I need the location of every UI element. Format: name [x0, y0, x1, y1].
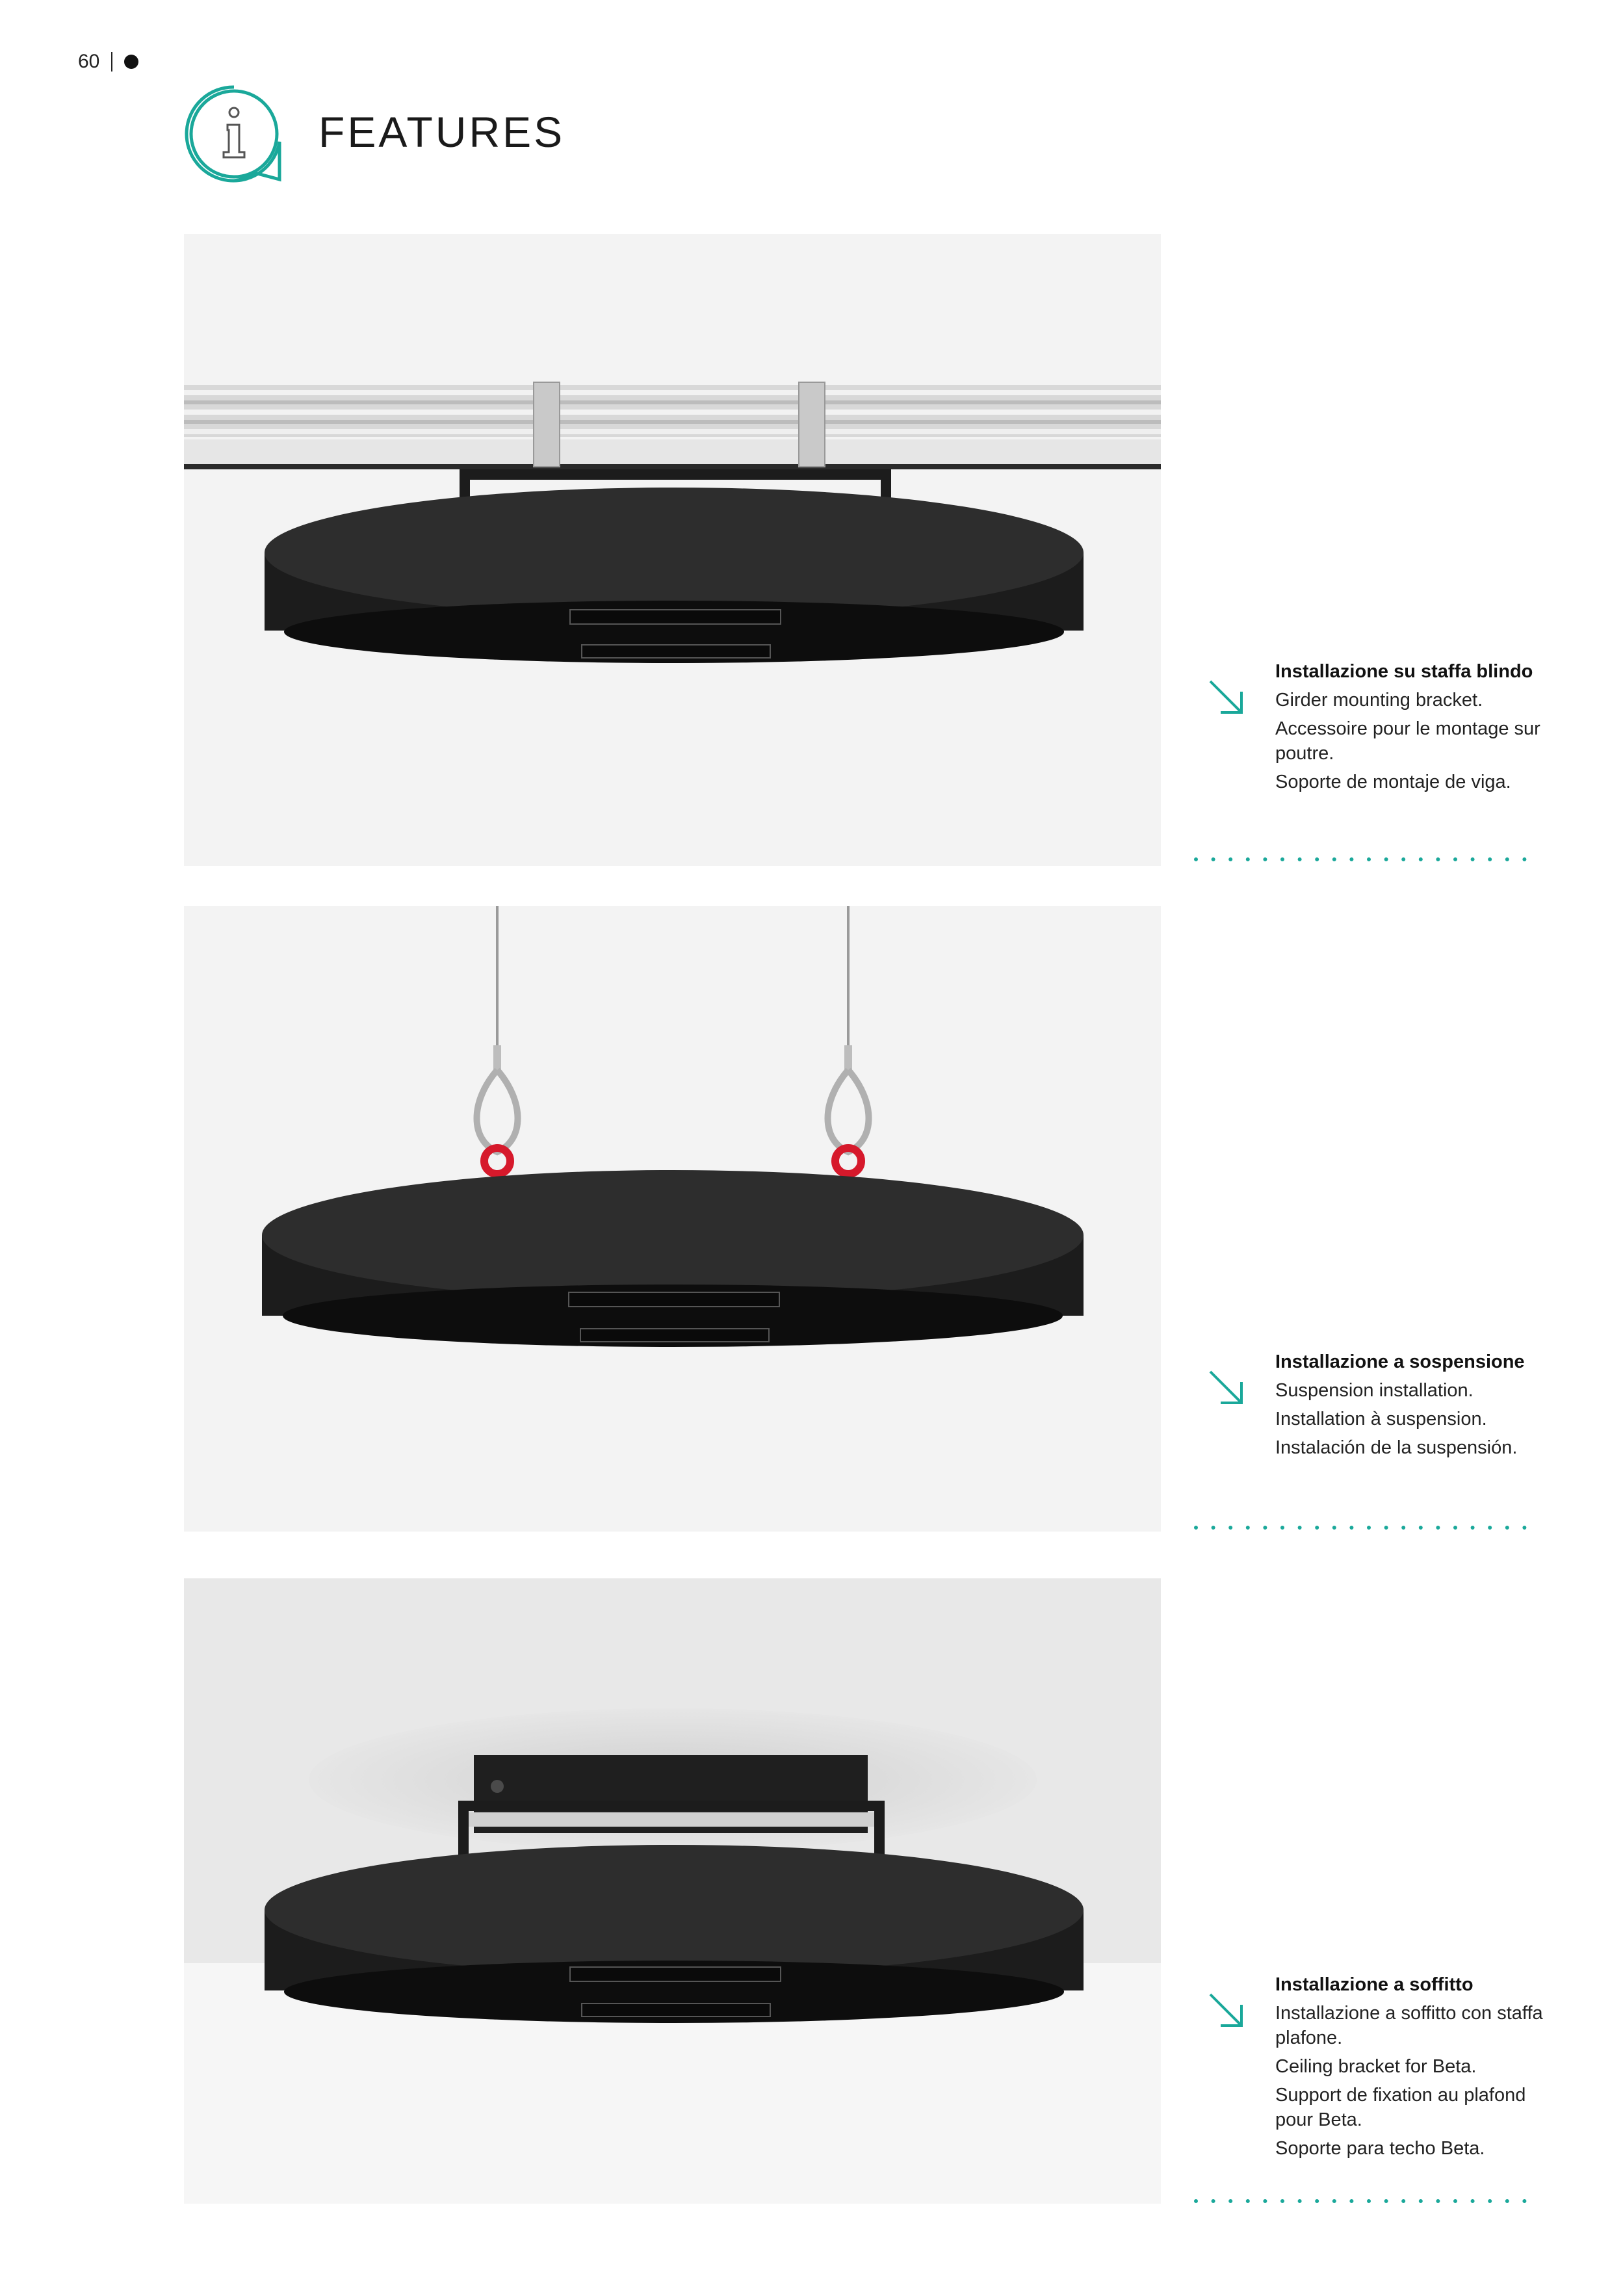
feature-line: Installation à suspension. [1275, 1409, 1487, 1429]
arrow-down-right-icon [1208, 1369, 1247, 1408]
dotted-divider [1193, 1525, 1528, 1530]
page-number-dot [124, 55, 138, 69]
feature-line: Ceiling bracket for Beta. [1275, 2056, 1477, 2077]
page-title: FEATURES [318, 108, 565, 156]
luminaire [265, 1845, 1084, 2023]
page-number-separator [111, 52, 112, 72]
feature-line: Support de fixation au plafond pour Beta. [1275, 2085, 1526, 2130]
feature-line: Suspension installation. [1275, 1380, 1474, 1401]
dotted-divider [1193, 2198, 1528, 2204]
feature-image-ceiling [184, 1578, 1161, 2204]
girder-rail [184, 385, 1161, 469]
feature-line: Soporte de montaje de viga. [1275, 772, 1511, 792]
arrow-down-right-icon [1208, 679, 1247, 718]
page-number-text: 60 [78, 51, 100, 72]
feature-line: Installazione a soffitto con staffa plafone. [1275, 2003, 1543, 2048]
feature-caption-suspension [1275, 1350, 1548, 1460]
feature-image-suspension [184, 906, 1161, 1532]
feature-line: Instalación de la suspensión. [1275, 1437, 1518, 1458]
feature-image-girder [184, 234, 1161, 866]
feature-caption-girder [1275, 659, 1548, 794]
dotted-divider [1193, 857, 1528, 862]
luminaire [262, 1170, 1084, 1347]
feature-line: Soporte para techo Beta. [1275, 2138, 1485, 2159]
info-bubble-icon [182, 82, 286, 186]
feature-caption-ceiling [1275, 1972, 1548, 2161]
luminaire [265, 488, 1084, 663]
arrow-down-right-icon [1208, 1992, 1247, 2031]
page-number [78, 51, 138, 73]
feature-title: Installazione a sospensione [1275, 1351, 1525, 1372]
feature-line: Accessoire pour le montage sur poutre. [1275, 718, 1540, 764]
feature-title: Installazione a soffitto [1275, 1974, 1474, 1995]
feature-line: Girder mounting bracket. [1275, 690, 1483, 711]
feature-title: Installazione su staffa blindo [1275, 661, 1533, 682]
